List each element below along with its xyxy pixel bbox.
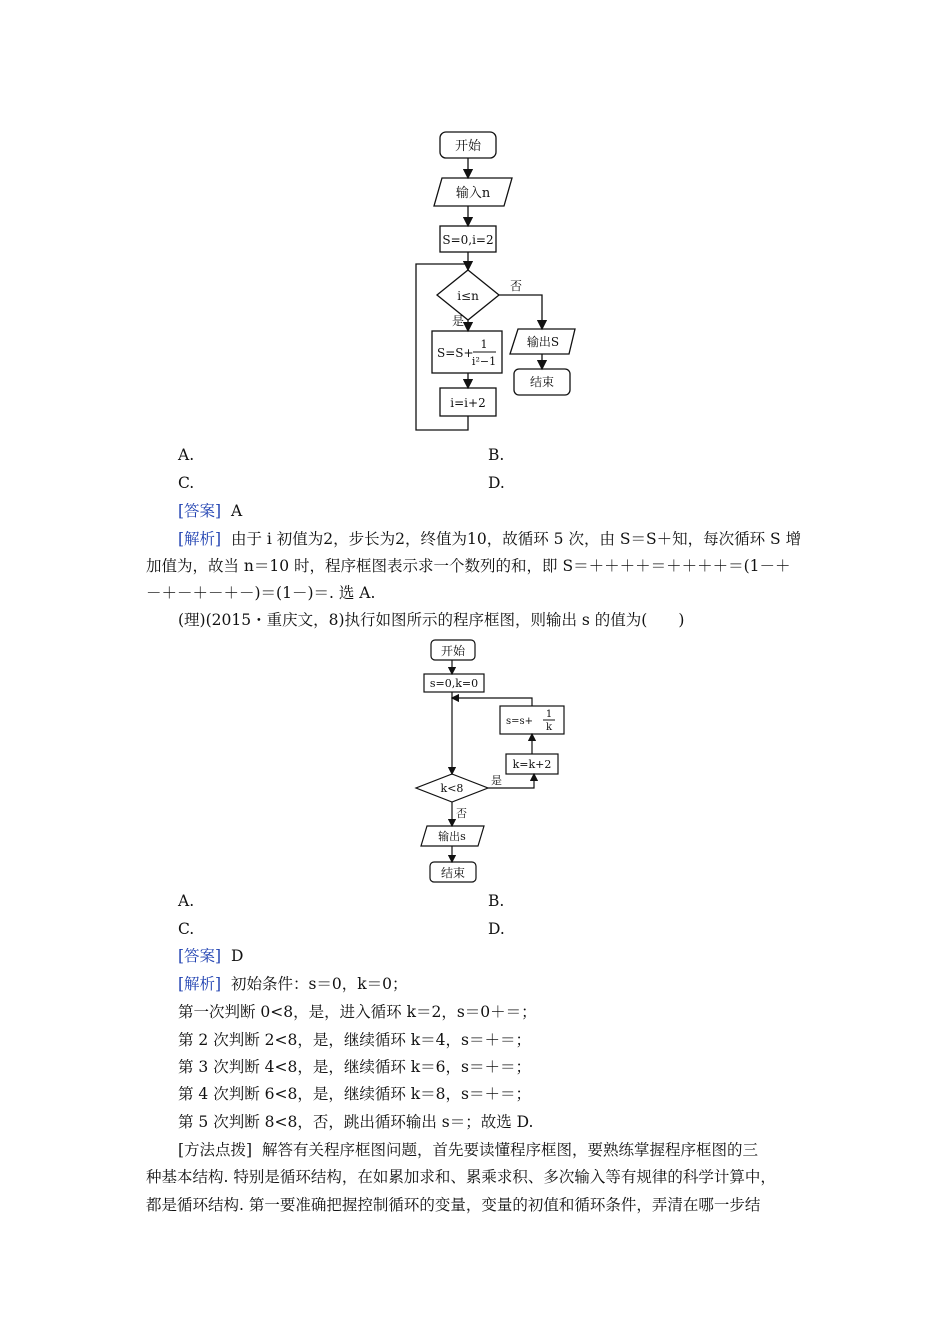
process-left-label: S=S+	[437, 346, 474, 360]
no-label: 否	[510, 279, 523, 293]
option-a-1: A.	[178, 446, 195, 464]
flowchart-2	[414, 636, 570, 886]
end-label-2: 结束	[440, 866, 466, 880]
analysis-2-text: 初始条件：s＝0，k＝0；	[230, 975, 408, 993]
analysis-2-step3: 第 3 次判断 4<8，是，继续循环 k＝6，s＝＋＝；	[178, 1058, 531, 1076]
method-tag: [方法点拨]	[178, 1141, 253, 1159]
increment-label-2: k=k+2	[512, 758, 552, 771]
analysis-2-step2: 第 2 次判断 2<8，是，继续循环 k＝4，s＝＋＝；	[178, 1031, 531, 1049]
output-label: 输出S	[526, 335, 560, 349]
analysis-text: 由于 i 初值为2，步长为2，终值为10，故循环 5 次，由 S＝S＋知，每次循环 S 增	[230, 530, 802, 548]
condition-label: i≤n	[457, 289, 479, 303]
analysis-2-step1: 第一次判断 0<8，是，进入循环 k＝2，s＝0＋＝；	[178, 1003, 537, 1021]
option-c-1: C.	[178, 474, 195, 492]
method-line1	[178, 1139, 758, 1161]
process-left-label-2: s=s+	[506, 716, 534, 727]
answer-2	[178, 945, 243, 967]
option-c-2: C.	[178, 920, 195, 938]
increment-label: i=i+2	[450, 396, 486, 410]
fraction-denominator: i²−1	[471, 355, 497, 368]
option-d-2: D.	[488, 920, 505, 938]
start-label-2: 开始	[440, 644, 466, 658]
analysis-2-step5: 第 5 次判断 8<8，否，跳出循环输出 s＝；故选 D.	[178, 1113, 534, 1131]
method-line3: 都是循环结构. 第一要准确把握控制循环的变量，变量的初值和循环条件，弄清在哪一步结	[146, 1196, 761, 1214]
analysis-tag-2: [解析]	[178, 975, 222, 993]
option-d-1: D.	[488, 474, 505, 492]
init-label-2: s=0,k=0	[429, 677, 479, 690]
question-2: (理)(2015・重庆文，8)执行如图所示的程序框图，则输出 s 的值为( )	[178, 611, 685, 629]
answer-1	[178, 500, 242, 522]
yes-label: 是	[452, 314, 465, 328]
output-label-2: 输出s	[438, 830, 466, 843]
input-label: 输入n	[455, 186, 491, 201]
analysis-1-line1	[178, 528, 801, 550]
analysis-2-line1	[178, 973, 408, 995]
answer-value-2: D	[230, 947, 244, 965]
fraction-numerator-2: 1	[545, 709, 553, 720]
flowchart-1	[400, 120, 600, 440]
yes-label-2: 是	[491, 774, 502, 787]
option-a-2: A.	[178, 892, 195, 910]
option-b-1: B.	[488, 446, 505, 464]
condition-label-2: k<8	[440, 782, 464, 795]
end-label: 结束	[529, 375, 555, 389]
analysis-1-line3: －＋－＋－＋－)＝(1－)＝. 选 A.	[146, 584, 376, 602]
answer-tag-2: [答案]	[178, 947, 222, 965]
option-b-2: B.	[488, 892, 505, 910]
start-label: 开始	[454, 139, 482, 154]
analysis-tag: [解析]	[178, 530, 222, 548]
fraction-denominator-2: k	[545, 722, 553, 733]
no-label-2: 否	[456, 807, 467, 820]
fraction-numerator: 1	[480, 338, 488, 351]
method-text: 解答有关程序框图问题，首先要读懂程序框图，要熟练掌握程序框图的三	[261, 1141, 758, 1159]
answer-tag: [答案]	[178, 502, 222, 520]
analysis-1-line2: 加值为，故当 n＝10 时，程序框图表示求一个数列的和，即 S＝＋＋＋＋＝＋＋＋＋＝(1－＋	[146, 557, 791, 575]
method-line2: 种基本结构. 特别是循环结构，在如累加求和、累乘求积、多次输入等有规律的科学计算中，	[146, 1168, 776, 1186]
answer-value: A	[230, 502, 243, 520]
analysis-2-step4: 第 4 次判断 6<8，是，继续循环 k＝8，s＝＋＝；	[178, 1085, 531, 1103]
init-label: S=0,i=2	[442, 233, 494, 247]
